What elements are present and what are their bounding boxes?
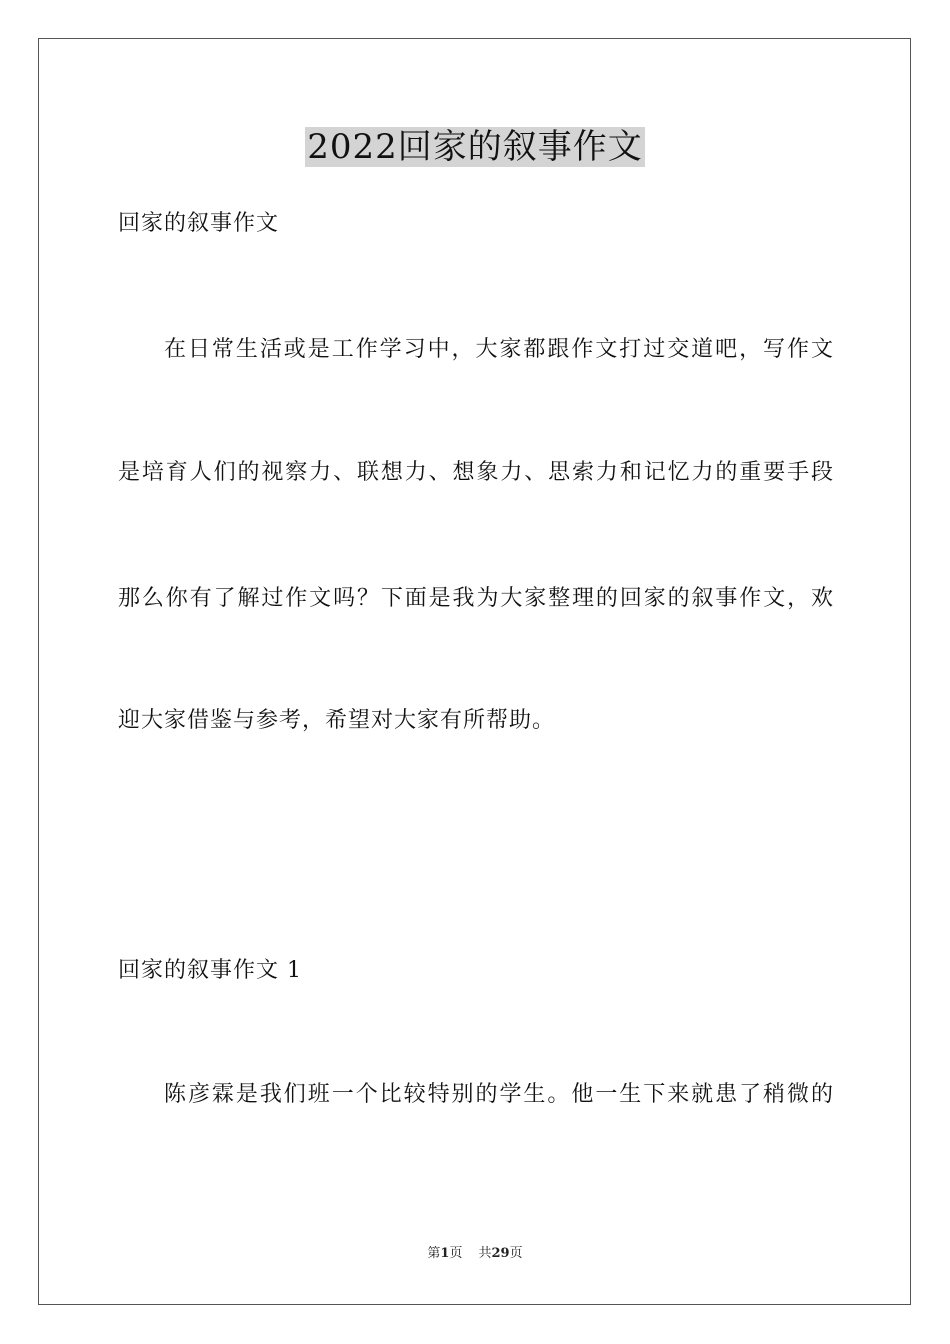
total-suffix: 页	[509, 1246, 523, 1261]
document-subtitle: 回家的叙事作文	[118, 211, 280, 236]
intro-line-2: 是培育人们的视察力、联想力、想象力、思索力和记忆力的重要手段	[118, 460, 834, 485]
page-total: 29	[491, 1246, 510, 1261]
intro-line-3: 那么你有了解过作文吗？下面是我为大家整理的回家的叙事作文，欢	[118, 586, 834, 611]
total-prefix: 共	[478, 1246, 492, 1261]
section-heading: 回家的叙事作文 1	[118, 958, 302, 983]
page-prefix: 第	[427, 1246, 441, 1261]
intro-line-4: 迎大家借鉴与参考，希望对大家有所帮助。	[118, 708, 556, 733]
page-footer	[0, 1245, 950, 1263]
page-suffix: 页	[449, 1246, 463, 1261]
document-title-text: 2022回家的叙事作文	[307, 127, 643, 167]
page-current: 1	[440, 1246, 450, 1261]
intro-line-1: 在日常生活或是工作学习中，大家都跟作文打过交道吧，写作文	[164, 337, 834, 362]
document-title	[0, 124, 950, 170]
section-line-1: 陈彦霖是我们班一个比较特别的学生。他一生下来就患了稍微的	[164, 1082, 834, 1107]
